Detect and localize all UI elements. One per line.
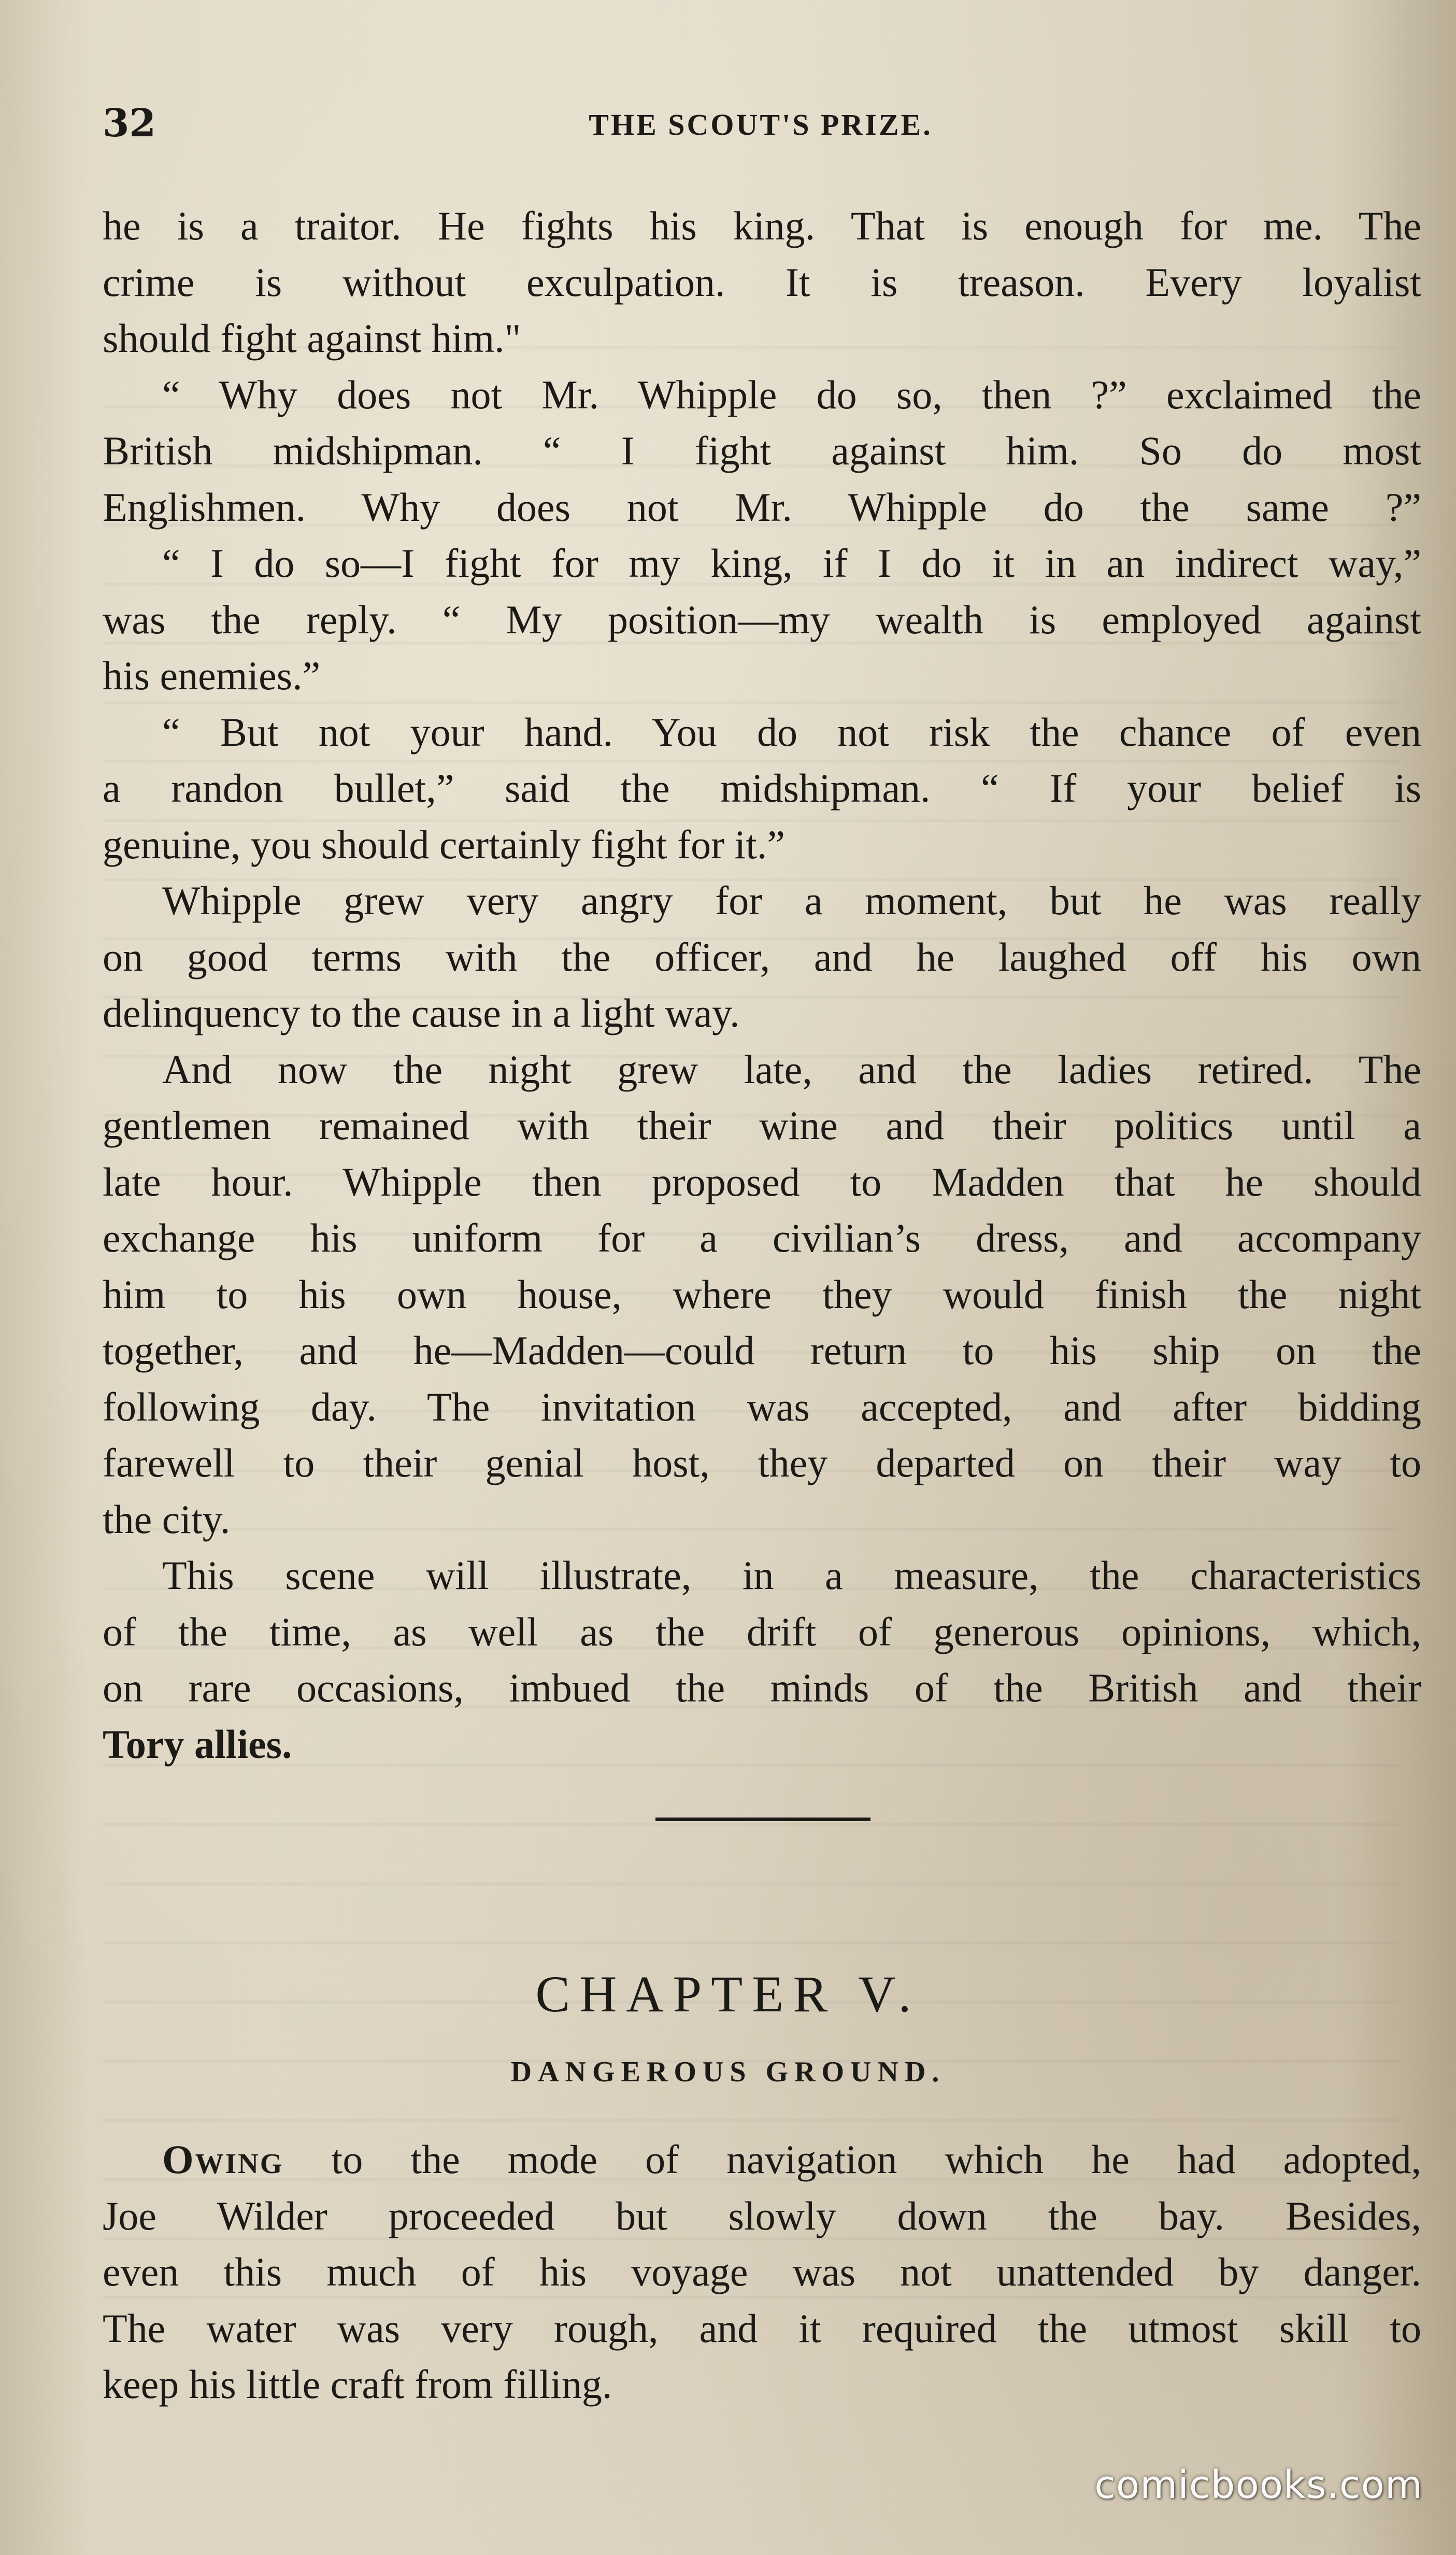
text-line: was the reply. “ My position—my wealth is employed against xyxy=(103,597,1421,642)
opening-word: Owing xyxy=(162,2137,284,2182)
text-line: And now the night grew late, and the ladies retired. The xyxy=(162,1046,1421,1092)
text-line: farewell to their genial host, they departed on their way to xyxy=(103,1440,1421,1485)
text-line: British midshipman. “ I fight against him. So do most xyxy=(103,428,1421,473)
chapter-subtitle: DANGEROUS GROUND. xyxy=(510,2056,946,2088)
page-number: 32 xyxy=(103,101,156,146)
text-line-rest: to the mode of navigation which he had adopted, xyxy=(283,2137,1421,2182)
paragraph xyxy=(103,535,1421,704)
text-line: exchange his uniform for a civilian’s dress, and accompany xyxy=(103,1215,1421,1260)
paragraph xyxy=(103,873,1421,1042)
paragraph xyxy=(103,198,1421,367)
page-header xyxy=(103,101,1419,153)
text-line: “ I do so—I fight for my king, if I do it in an indirect way,” xyxy=(162,541,1421,586)
text-line: “ Why does not Mr. Whipple do so, then ?” exclaimed the xyxy=(162,372,1421,417)
section-divider xyxy=(655,1818,870,1821)
text-line: following day. The invitation was accepted, and after bidding xyxy=(103,1384,1421,1429)
text-line: should fight against him." xyxy=(103,316,521,361)
text-line: Tory allies. xyxy=(103,1721,292,1767)
text-line: on rare occasions, imbued the minds of the British and their xyxy=(103,1665,1421,1710)
watermark: comicbooks.com xyxy=(1094,2463,1423,2507)
text-line: genuine, you should certainly fight for it.” xyxy=(103,821,786,867)
text-line: Joe Wilder proceeded but slowly down the bay. Besides, xyxy=(103,2193,1421,2238)
text-line: late hour. Whipple then proposed to Madden that he should xyxy=(103,1159,1421,1204)
text-line: The water was very rough, and it required the utmost skill to xyxy=(103,2305,1421,2351)
paragraph xyxy=(103,704,1421,873)
text-line: of the time, as well as the drift of generous opinions, which, xyxy=(103,1609,1421,1654)
text-line: he is a traitor. He fights his king. That is enough for me. The xyxy=(103,203,1421,248)
paragraph xyxy=(103,1548,1421,1772)
chapter-opening-paragraph xyxy=(103,2132,1421,2413)
text-line: him to his own house, where they would finish the night xyxy=(103,1271,1421,1317)
text-line xyxy=(103,2132,1421,2188)
running-head: THE SCOUT'S PRIZE. xyxy=(589,108,933,141)
text-line: crime is without exculpation. It is treason. Every loyalist xyxy=(103,259,1421,305)
text-line: keep his little craft from filling. xyxy=(103,2362,612,2407)
text-line: a randon bullet,” said the midshipman. “ If your belief is xyxy=(103,765,1421,811)
text-line: This scene will illustrate, in a measure, the characteristics xyxy=(162,1553,1421,1598)
text-line: the city. xyxy=(103,1496,231,1542)
text-line: gentlemen remained with their wine and their politics until a xyxy=(103,1103,1421,1148)
text-line: Whipple grew very angry for a moment, but he was really xyxy=(162,878,1421,923)
text-line: even this much of his voyage was not unattended by danger. xyxy=(103,2249,1421,2294)
chapter-title: CHAPTER V. xyxy=(535,1965,921,2023)
paragraph xyxy=(103,367,1421,536)
text-line: his enemies.” xyxy=(103,653,321,698)
text-line: delinquency to the cause in a light way. xyxy=(103,990,740,1035)
text-line: “ But not your hand. You do not risk the chance of even xyxy=(162,709,1421,755)
text-line: together, and he—Madden—could return to his ship on the xyxy=(103,1328,1421,1373)
paragraph xyxy=(103,1042,1421,1548)
text-line: on good terms with the officer, and he laughed off his own xyxy=(103,934,1421,980)
text-line: Englishmen. Why does not Mr. Whipple do the same ?” xyxy=(103,484,1421,530)
body-text xyxy=(103,198,1421,1772)
